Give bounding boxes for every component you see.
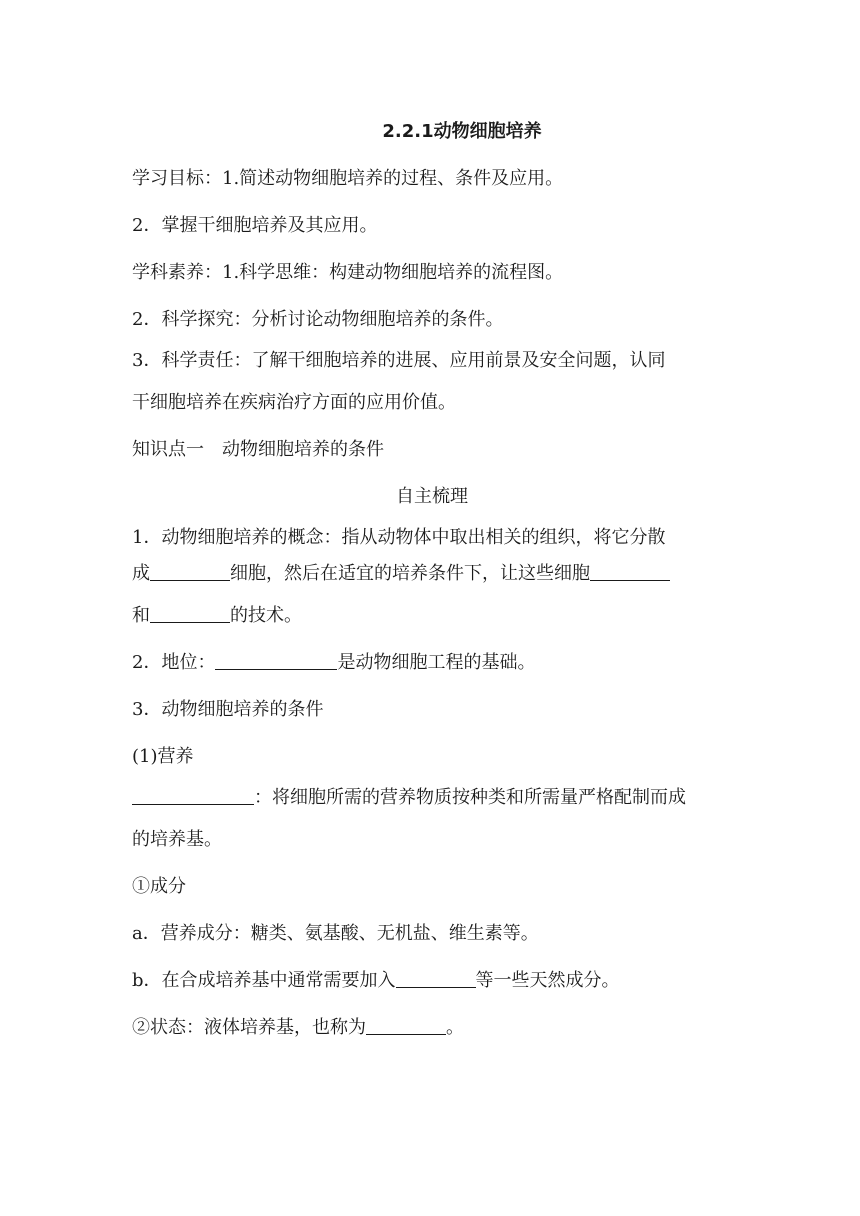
concept-line-b bbox=[132, 556, 732, 592]
state-line bbox=[132, 1004, 732, 1051]
status-text-2: 是动物细胞工程的基础。 bbox=[337, 652, 536, 673]
concept-text-1: 成 bbox=[132, 563, 150, 584]
synthetic-medium-line-b: 的培养基。 bbox=[132, 829, 222, 850]
learning-objective-1: 学习目标：1.简述动物细胞培养的过程、条件及应用。 bbox=[132, 168, 564, 189]
concept-line-c bbox=[132, 592, 732, 639]
component-b bbox=[132, 957, 732, 1004]
nutrition-heading: (1)营养 bbox=[132, 746, 194, 767]
fill-blank bbox=[396, 967, 476, 988]
fill-blank bbox=[215, 649, 337, 670]
literacy-1: 学科素养：1.科学思维：构建动物细胞培养的流程图。 bbox=[132, 262, 564, 283]
synthetic-medium-line-a bbox=[132, 780, 732, 816]
fill-blank bbox=[590, 560, 670, 581]
state-text-2: 。 bbox=[446, 1017, 464, 1038]
concept-line-a: 1．动物细胞培养的概念：指从动物体中取出相关的组织，将它分散 bbox=[132, 527, 666, 548]
components-heading: ①成分 bbox=[132, 876, 186, 897]
fill-blank bbox=[132, 784, 254, 805]
concept-text-2: 细胞，然后在适宜的培养条件下，让这些细胞 bbox=[230, 563, 590, 584]
component-b-text-1: b．在合成培养基中通常需要加入 bbox=[132, 970, 396, 991]
document-title: 2.2.1动物细胞培养 bbox=[382, 121, 542, 142]
conditions-heading: 3．动物细胞培养的条件 bbox=[132, 699, 324, 720]
component-b-text-2: 等一些天然成分。 bbox=[475, 970, 620, 991]
fill-blank bbox=[366, 1014, 446, 1035]
component-a: a．营养成分：糖类、氨基酸、无机盐、维生素等。 bbox=[132, 923, 539, 944]
state-text-1: ②状态：液体培养基，也称为 bbox=[132, 1017, 366, 1038]
literacy-3-part-b: 干细胞培养在疾病治疗方面的应用价值。 bbox=[132, 392, 456, 413]
synthetic-text-1: ：将细胞所需的营养物质按种类和所需量严格配制而成 bbox=[254, 787, 686, 808]
knowledge-point-heading: 知识点一 动物细胞培养的条件 bbox=[132, 439, 384, 460]
fill-blank bbox=[150, 602, 230, 623]
literacy-3-part-a: 3．科学责任：了解干细胞培养的进展、应用前景及安全问题，认同 bbox=[132, 350, 666, 371]
concept-text-4: 的技术。 bbox=[230, 605, 302, 626]
learning-objective-2: 2．掌握干细胞培养及其应用。 bbox=[132, 215, 378, 236]
literacy-2: 2．科学探究：分析讨论动物细胞培养的条件。 bbox=[132, 309, 504, 330]
status-text-1: 2．地位： bbox=[132, 652, 216, 673]
fill-blank bbox=[150, 560, 230, 581]
concept-text-3: 和 bbox=[132, 605, 150, 626]
section-heading: 自主梳理 bbox=[396, 486, 468, 507]
status-line bbox=[132, 639, 732, 686]
document-page bbox=[132, 108, 732, 1051]
